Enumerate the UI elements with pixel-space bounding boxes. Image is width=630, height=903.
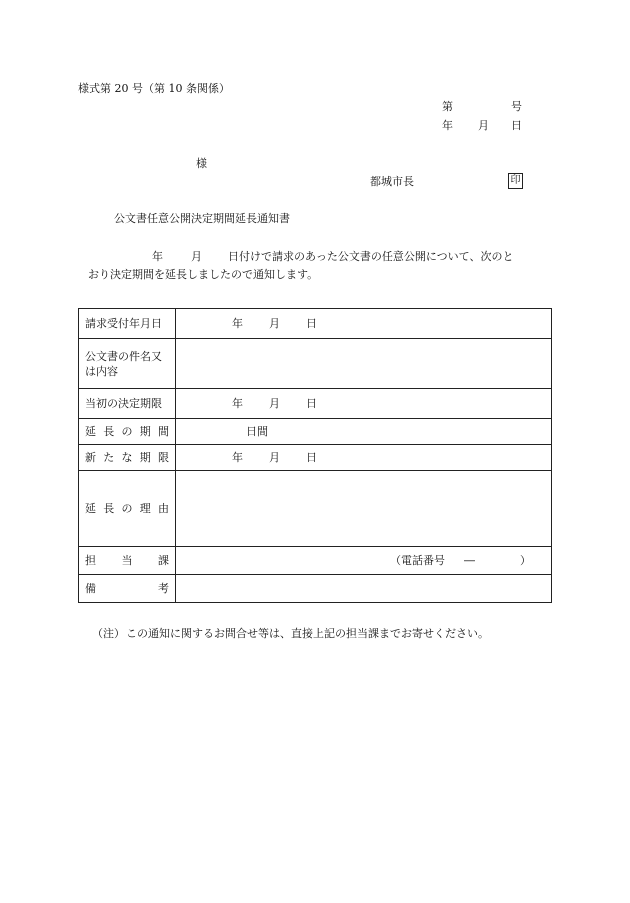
date-year: 年 — [442, 119, 453, 132]
label-extension-period — [79, 419, 176, 445]
doc-number-suffix: 号 — [511, 100, 522, 113]
table-row — [79, 445, 552, 471]
label-char: 備 — [85, 582, 96, 595]
value-extension-period — [176, 419, 552, 445]
label-char: な — [121, 451, 133, 464]
sender-name: 都城市長 — [370, 175, 414, 188]
label-document-subject — [79, 339, 176, 389]
label-request-date: 請求受付年月日 — [79, 309, 176, 339]
body-line2: おり決定期間を延長しましたので通知します。 — [88, 268, 319, 281]
request-date-year: 年 — [232, 317, 243, 330]
label-department — [79, 547, 176, 575]
label-char: 期 — [139, 451, 151, 464]
label-initial-deadline: 当初の決定期限 — [79, 389, 176, 419]
label-char: 長 — [103, 502, 115, 515]
label-char: 担 — [85, 554, 96, 567]
addressee-honorific: 様 — [196, 157, 207, 170]
seal-mark: 印 — [508, 173, 523, 189]
label-document-subject-line2: は内容 — [85, 364, 118, 378]
label-char: 延 — [85, 502, 96, 515]
phone-dash: ― — [464, 554, 475, 567]
new-deadline-year: 年 — [232, 451, 243, 464]
form-table — [78, 308, 552, 603]
initial-deadline-month: 月 — [269, 397, 280, 410]
label-new-deadline — [79, 445, 176, 471]
new-deadline-day: 日 — [306, 451, 317, 464]
label-char: 考 — [158, 582, 169, 595]
value-request-date — [176, 309, 552, 339]
label-char: 間 — [158, 425, 169, 438]
label-char: 課 — [158, 554, 169, 567]
new-deadline-month: 月 — [269, 451, 280, 464]
doc-number-prefix: 第 — [442, 100, 453, 113]
table-row — [79, 389, 552, 419]
label-document-subject-line1: 公文書の件名又 — [85, 349, 162, 363]
date-day: 日 — [511, 119, 522, 132]
table-row — [79, 419, 552, 445]
table-row — [79, 309, 552, 339]
initial-deadline-day: 日 — [306, 397, 317, 410]
value-extension-reason — [176, 471, 552, 547]
form-number: 様式第 20 号（第 10 条関係） — [78, 82, 230, 95]
table-row — [79, 339, 552, 389]
date-month: 月 — [478, 119, 489, 132]
label-remarks — [79, 575, 176, 603]
label-char: 由 — [158, 502, 169, 515]
value-department — [176, 547, 552, 575]
request-date-month: 月 — [269, 317, 280, 330]
request-date-day: 日 — [306, 317, 317, 330]
label-extension-reason — [79, 471, 176, 547]
label-char: 限 — [158, 451, 169, 464]
value-new-deadline — [176, 445, 552, 471]
label-char: の — [121, 425, 133, 438]
phone-close: ） — [520, 554, 531, 567]
initial-deadline-year: 年 — [232, 397, 243, 410]
table-row — [79, 547, 552, 575]
label-char: 長 — [103, 425, 115, 438]
value-initial-deadline — [176, 389, 552, 419]
value-remarks — [176, 575, 552, 603]
extension-days: 日間 — [246, 425, 268, 438]
table-row — [79, 471, 552, 547]
value-document-subject — [176, 339, 552, 389]
note-prefix: （注） — [92, 627, 125, 640]
phone-label: （電話番号 — [390, 554, 445, 567]
body-line1: 日付けで請求のあった公文書の任意公開について、次のと — [228, 250, 514, 263]
label-char: 新 — [85, 451, 96, 464]
label-char: 期 — [139, 425, 151, 438]
label-char: た — [103, 451, 115, 464]
table-row — [79, 575, 552, 603]
note-text: この通知に関するお問合せ等は、直接上記の担当課までお寄せください。 — [126, 627, 489, 640]
body-year: 年 — [152, 250, 163, 263]
body-month: 月 — [191, 250, 202, 263]
label-char: 理 — [139, 502, 151, 515]
label-char: 延 — [85, 425, 96, 438]
document-title: 公文書任意公開決定期間延長通知書 — [114, 212, 290, 225]
label-char: の — [121, 502, 133, 515]
label-char: 当 — [121, 554, 133, 567]
